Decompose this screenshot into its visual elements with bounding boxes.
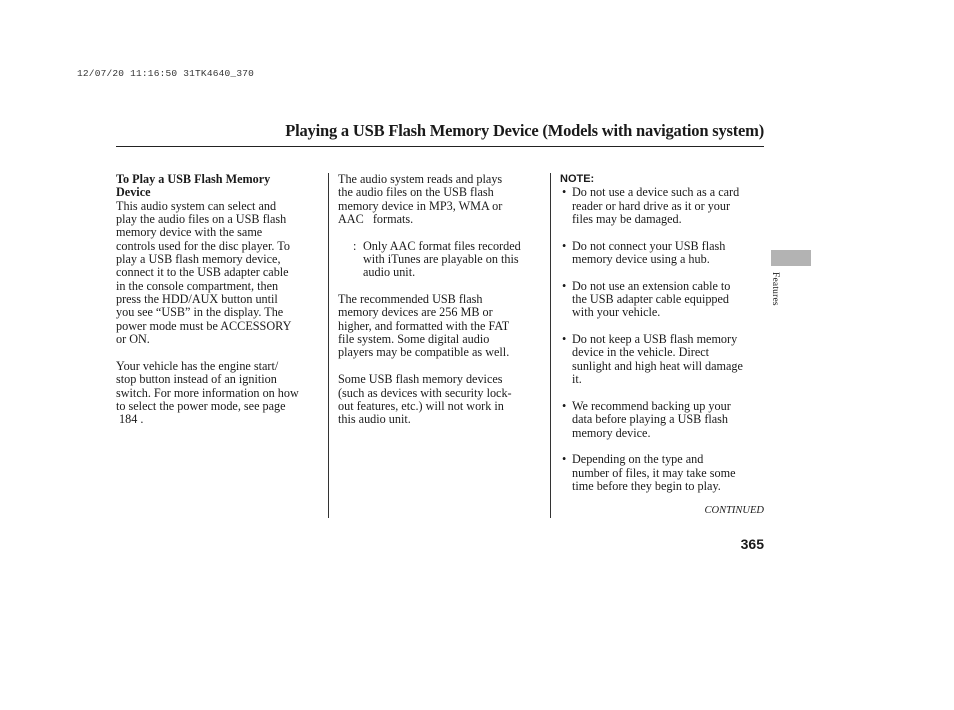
column-divider-2 xyxy=(550,173,551,518)
column-divider-1 xyxy=(328,173,329,518)
text-line: device in the vehicle. Direct xyxy=(572,345,710,360)
list-item xyxy=(560,333,766,386)
text-line: you see “USB” in the display. The xyxy=(116,305,284,320)
note-label: NOTE: xyxy=(560,173,595,185)
text-line: memory device using a hub. xyxy=(572,252,710,267)
print-stamp: 12/07/20 11:16:50 31TK4640_370 xyxy=(77,68,255,79)
text-line: with iTunes are playable on this xyxy=(363,252,519,267)
text-line: Do not keep a USB flash memory xyxy=(572,332,738,347)
text-line: audio unit. xyxy=(363,265,416,280)
list-item xyxy=(560,400,766,440)
column-1 xyxy=(116,173,322,427)
paragraph xyxy=(116,360,322,427)
text-line: Only AAC format files recorded xyxy=(363,238,521,253)
page-number: 365 xyxy=(740,536,764,552)
text-line: AAC formats. xyxy=(338,212,414,227)
column-3 xyxy=(560,173,766,493)
text-line: press the HDD/AUX button until xyxy=(116,292,278,307)
text-line: controls used for the disc player. To xyxy=(116,238,290,253)
note-colon: : xyxy=(353,238,357,253)
bullet-icon: • xyxy=(562,185,567,200)
text-line: stop button instead of an ignition xyxy=(116,372,277,387)
text-line: memory device with the same xyxy=(116,225,263,240)
section-heading xyxy=(116,173,322,200)
text-line: number of files, it may take some xyxy=(572,465,736,480)
bullet-icon: • xyxy=(562,452,567,467)
text-line: out features, etc.) will not work in xyxy=(338,398,504,413)
text-line: memory devices are 256 MB or xyxy=(338,305,493,320)
text-line: time before they begin to play. xyxy=(572,478,721,493)
continued-label: CONTINUED xyxy=(704,505,764,516)
text-line: memory device. xyxy=(572,425,651,440)
column-2 xyxy=(338,173,542,427)
text-line: Do not connect your USB flash xyxy=(572,238,726,253)
text-line: it. xyxy=(572,372,582,387)
bullet-icon: • xyxy=(562,332,567,347)
section-label-text: Features xyxy=(770,272,780,306)
section-label xyxy=(768,272,782,316)
format-note xyxy=(338,240,542,280)
heading-line: Device xyxy=(116,185,151,200)
text-line: file system. Some digital audio xyxy=(338,332,490,347)
text-line: This audio system can select and xyxy=(116,198,277,213)
heading-line: To Play a USB Flash Memory xyxy=(116,172,271,186)
text-line: play the audio files on a USB flash xyxy=(116,212,287,227)
text-line: data before playing a USB flash xyxy=(572,412,729,427)
page-title: Playing a USB Flash Memory Device (Models with navigation system) xyxy=(285,121,764,140)
text-line: players may be compatible as well. xyxy=(338,345,510,360)
text-line: The audio system reads and plays xyxy=(338,172,503,186)
text-line: Some USB flash memory devices xyxy=(338,372,503,387)
text-line: The recommended USB flash xyxy=(338,292,483,307)
bullet-icon: • xyxy=(562,238,567,253)
list-item xyxy=(560,280,766,320)
text-line: to select the power mode, see page xyxy=(116,398,286,413)
text-line: in the console compartment, then xyxy=(116,278,279,293)
paragraph xyxy=(338,373,542,426)
text-line: We recommend backing up your xyxy=(572,398,731,413)
text-line: Do not use an extension cable to xyxy=(572,278,731,293)
bullet-icon: • xyxy=(562,398,567,413)
paragraph xyxy=(338,293,542,360)
bullet-icon: • xyxy=(562,278,567,293)
text-line: (such as devices with security lock- xyxy=(338,385,512,400)
text-line: power mode must be ACCESSORY xyxy=(116,318,292,333)
title-rule xyxy=(116,146,764,147)
text-line: Your vehicle has the engine start/ xyxy=(116,358,279,373)
text-line: with your vehicle. xyxy=(572,305,661,320)
text-line: the USB adapter cable equipped xyxy=(572,292,730,307)
text-line: higher, and formatted with the FAT xyxy=(338,318,510,333)
text-line: reader or hard drive as it or your xyxy=(572,198,731,213)
text-line: switch. For more information on how xyxy=(116,385,299,400)
page-reference-link[interactable]: 184 . xyxy=(119,412,144,427)
text-line: or ON. xyxy=(116,332,150,347)
text-line: the audio files on the USB flash xyxy=(338,185,494,200)
text-line: memory device in MP3, WMA or xyxy=(338,198,503,213)
list-item xyxy=(560,453,766,493)
list-item xyxy=(560,186,766,226)
text-line: files may be damaged. xyxy=(572,212,682,227)
text-line: this audio unit. xyxy=(338,412,411,427)
list-item xyxy=(560,240,766,267)
paragraph xyxy=(116,200,322,347)
text-line: sunlight and high heat will damage xyxy=(572,358,743,373)
text-line: Do not use a device such as a card xyxy=(572,185,740,200)
section-tab xyxy=(771,250,811,266)
text-line: play a USB flash memory device, xyxy=(116,252,281,267)
text-line: Depending on the type and xyxy=(572,452,704,467)
paragraph xyxy=(338,173,542,226)
text-line: connect it to the USB adapter cable xyxy=(116,265,289,280)
